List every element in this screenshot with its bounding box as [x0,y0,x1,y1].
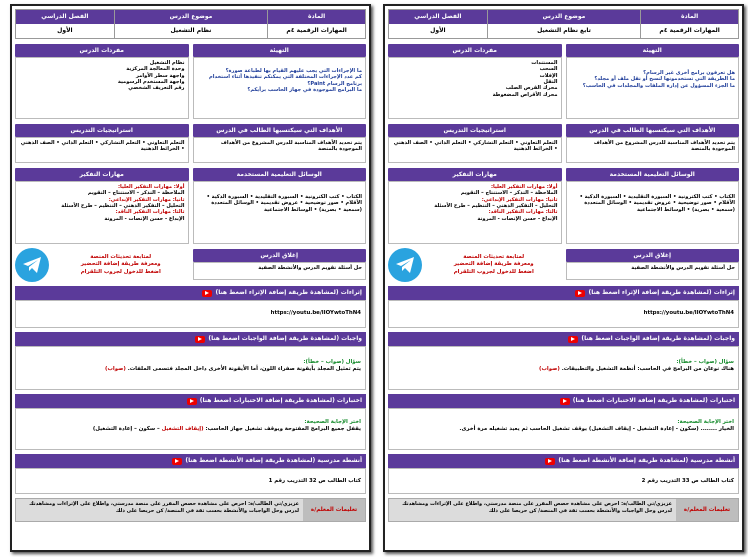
notes-text: عزيزي/تي الطالب/ة: احرص على مشاهدة حصص المقرر على منصة مدرستي، واطلاع على الإثراءات ومشاهدتك لدرس وحل الواجبات والأنشطة بحسب ثقة في المنصة/ كن حريصا على ذلك [402,501,672,514]
test-question: يقفل جميع البرامج المفتوحة ويوقف تشغيل جهاز الحاسب: (إيقاف التشغيل – سكون – إعادة التشغيل) [92,425,361,432]
intro-section [193,44,367,119]
telegram-text: ومعرفة طريقة إضافة التحضير [80,261,161,268]
test-question: الخيار ........ (سكون - إعادة التشغيل - إيقاف التشغيل) يوقف تشغيل الحاسب ثم يعيد تشغيله مرة أخرى. [459,425,734,432]
vocab-item: محرك الأقراص المضغوطة [492,91,558,98]
goals-section [566,124,740,163]
youtube-icon[interactable] [560,398,570,405]
enrichment-label: إثراءات (لمشاهدة طريقة إضافة الإثراء اضغط هنا) [215,289,362,296]
thinking-text: الملاحظة – التذكر – الاستنتاج – التقويم [87,190,185,197]
tests-label: اختبارات (لمشاهدة طريقة إضافة الاختبارات اضغط هنا) [199,397,362,404]
telegram-banner[interactable] [388,244,562,282]
header-table [388,9,739,39]
goals-text: يتم تحديد الأهداف المناسبة للدرس المشروع من الأهداف الموجودة بالمنصة [220,140,362,153]
telegram-icon[interactable] [388,248,422,282]
telegram-text: ومعرفة طريقة إضافة التحضير [453,261,534,268]
vocab-item: محرك القرص الصلب [505,85,558,92]
intro-title: التهيئة [566,44,740,57]
telegram-banner[interactable] [15,244,189,282]
thinking-heading: أولا: مهارات التفكير العليا: [490,184,558,190]
enrichment-link[interactable]: https://youtu.be/lIOYwtoThN4 [270,310,361,316]
vocab-title: مفردات الدرس [388,44,562,57]
intro-question: ما الإجراءات التي يجب عليهم القيام بها لطباعة صورة؟ [225,68,362,74]
vocab-section [15,44,189,119]
intro-section [566,44,740,119]
strategies-text: التعلم التعاوني • التعلم التشاركي • التعلم الذاتي • الصف الذهني • الخرائط الذهنية [393,140,558,153]
lesson-plan-page-right [383,4,744,552]
strategies-title: استراتيجيات التدريس [388,124,562,137]
vocab-item: المستندات [531,60,558,66]
notes-text: عزيزي/تي الطالب/ة: احرص على مشاهدة حصص المقرر على منصة مدرستي، واطلاع على الإثراءات ومشاهدتك لدرس وحل الواجبات والأنشطة بحسب ثقة في المنصة/ كن حريصا على ذلك [29,501,299,514]
subject-value: المهارات الرقمية ٤م [268,24,365,38]
intro-question: ما البرامج الموجودة في جهاز الحاسب برأيكم؟ [247,87,362,94]
homework-question: يتم تمثيل المجلد بأيقونة صفراء اللون، أما الأيقونة الأخرى داخل المجلد فتسمى الملفات. (صواب) [105,365,361,372]
topic-value: نظام التشغيل [115,24,268,38]
tests-bar[interactable] [388,394,739,408]
homework-question: هناك نوعان من البرامج في الحاسب: أنظمة التشغيل والتطبيقات. (صواب) [539,365,734,372]
telegram-text: اضغط للدخول لجروب التلقرام [453,268,534,275]
subject-label: المادة [641,10,738,24]
subject-label: المادة [268,10,365,24]
thinking-text: التحليل – التفكير الذهني – التنظيم – طرح الأسئلة [434,203,558,210]
vocab-section [388,44,562,119]
youtube-icon[interactable] [545,458,555,465]
activity-text: كتاب الطالب ص 33 التدريب رقم 2 [641,478,734,484]
notes-label: تعليمات المعلم/ة [676,499,738,521]
youtube-icon[interactable] [172,458,182,465]
semester-value: الأول [16,24,114,38]
thinking-text: التحليل – التفكير الذهني – التنظيم – طرح الأسئلة [61,203,185,210]
intro-title: التهيئة [193,44,367,57]
closing-title: إغلاق الدرس [193,249,367,262]
homework-label: واجبات (لمشاهدة طريقة إضافة الواجبات اضغط هنا) [208,335,362,342]
notes-label: تعليمات المعلم/ة [303,499,365,521]
youtube-icon[interactable] [187,398,197,405]
closing-title: إغلاق الدرس [566,249,740,262]
enrichment-bar[interactable] [388,286,739,300]
activities-label: أنشطة مدرسية (لمشاهدة طريقة إضافة الأنشطة اضغط هنا) [185,457,362,464]
vocab-item: نظام التشغيل [149,60,185,66]
youtube-icon[interactable] [568,336,578,343]
enrichment-link[interactable]: https://youtu.be/lIOYwtoThN4 [643,310,734,316]
aids-title: الوسائل التعليمية المستخدمة [566,168,740,181]
lesson-plan-page-left [10,4,371,552]
test-question-type: اختر الإجابة الصحيحة: [677,419,734,425]
telegram-text: اضغط للدخول لجروب التلقرام [80,268,161,275]
vocab-item: واجهة سطر الأوامر [136,72,185,79]
tests-label: اختبارات (لمشاهدة طريقة إضافة الاختبارات اضغط هنا) [572,397,735,404]
strategies-title: استراتيجيات التدريس [15,124,189,137]
youtube-icon[interactable] [575,290,585,297]
telegram-icon[interactable] [15,248,49,282]
goals-section [193,124,367,163]
thinking-section [15,168,189,282]
intro-question: هل تعرفون برامج أخرى غير الرسام؟ [643,70,735,76]
tests-bar[interactable] [15,394,366,408]
header-table [15,9,366,39]
intro-question: كم عدد الإجراءات المختلفة التي يمكنكم تنفيذها أثناء استخدام برنامج الرسام Paint؟ [209,74,362,87]
thinking-title: مهارات التفكير [15,168,189,181]
thinking-heading: ثالثا: مهارات التفكير الناقد: [488,209,558,216]
semester-label: الفصل الدراسي [389,10,487,24]
thinking-text: الإبداع - حسن الإنصات - المرونة [104,215,185,222]
thinking-title: مهارات التفكير [388,168,562,181]
teacher-notes [15,498,366,522]
homework-question-type: سؤال (صواب – خطأ): [303,359,361,365]
enrichment-label: إثراءات (لمشاهدة طريقة إضافة الإثراء اضغط هنا) [588,289,735,296]
youtube-icon[interactable] [202,290,212,297]
topic-label: موضوع الدرس [115,10,268,24]
vocab-item: رقم التعريف الشخصي [128,85,185,92]
homework-label: واجبات (لمشاهدة طريقة إضافة الواجبات اضغط هنا) [581,335,735,342]
aids-section [193,168,367,282]
telegram-text: لمتابعة تحديثات المنصة [90,254,152,261]
vocab-title: مفردات الدرس [15,44,189,57]
goals-title: الأهداف التي سيكتسبها الطالب في الدرس [566,124,740,137]
aids-text: الكتاب • كتب الكترونية • السبورة التقليدية • السبورة الذكية • الأقلام • صور توضيحية • عروض تقديمية • الوسائل المتعددة (سمعية • بصرية) • الوسائط الاجتماعية [206,194,362,213]
closing-text: حل أسئلة تقويم الدرس والأنشطة الصفية [631,265,735,271]
goals-text: يتم تحديد الأهداف المناسبة للدرس المشروع من الأهداف الموجودة بالمنصة [593,140,735,153]
thinking-section [388,168,562,282]
activity-text: كتاب الطالب ص 32 التدريب رقم 1 [268,478,361,484]
teacher-notes [388,498,739,522]
aids-text: الكتاب • كتب الكترونية • السبورة التقليدية • السبورة الذكية • الأقلام • صور توضيحية • عروض تقديمية • الوسائل المتعددة (سمعية • بصرية) • الوسائط الاجتماعية [579,194,735,213]
thinking-heading: ثالثا: مهارات التفكير الناقد: [115,209,185,216]
vocab-item: وحدة المعالجة المركزية [126,66,185,73]
topic-label: موضوع الدرس [488,10,641,24]
thinking-heading: أولا: مهارات التفكير العليا: [117,184,185,190]
vocab-item: السحب [539,66,558,73]
homework-bar[interactable] [388,332,739,346]
thinking-text: الملاحظة – التذكر – الاستنتاج – التقويم [460,190,558,197]
vocab-item: الإفلات [539,72,558,79]
semester-label: الفصل الدراسي [16,10,114,24]
activities-label: أنشطة مدرسية (لمشاهدة طريقة إضافة الأنشطة اضغط هنا) [558,457,735,464]
youtube-icon[interactable] [195,336,205,343]
thinking-text: الإبداع - حسن الإنصات - المرونة [477,215,558,222]
activities-bar[interactable] [15,454,366,468]
test-question-type: اختر الإجابة الصحيحة: [304,419,361,425]
homework-question-type: سؤال (صواب – خطأ): [676,359,734,365]
vocab-item: واجهة المستخدم الرسومية [117,79,185,86]
telegram-text: لمتابعة تحديثات المنصة [463,254,525,261]
aids-section [566,168,740,282]
thinking-heading: ثانيا: مهارات التفكير الإبداعي: [481,196,558,203]
strategies-section [15,124,189,163]
strategies-section [388,124,562,163]
thinking-heading: ثانيا: مهارات التفكير الإبداعي: [108,196,185,203]
vocab-item: النقل [543,79,558,86]
enrichment-bar[interactable] [15,286,366,300]
activities-bar[interactable] [388,454,739,468]
topic-value: تابع نظام التشغيل [488,24,641,38]
closing-text: حل أسئلة تقويم الدرس والأنشطة الصفية [258,265,362,271]
intro-question: ما الطريقة التي تستخدمونها لنسخ أو نقل ملف أو مجلد؟ [594,76,735,83]
homework-bar[interactable] [15,332,366,346]
subject-value: المهارات الرقمية ٤م [641,24,738,38]
strategies-text: التعلم التعاوني • التعلم التشاركي • التعلم الذاتي • الصف الذهني • الخرائط الذهنية [20,140,185,153]
goals-title: الأهداف التي سيكتسبها الطالب في الدرس [193,124,367,137]
semester-value: الأول [389,24,487,38]
aids-title: الوسائل التعليمية المستخدمة [193,168,367,181]
intro-question: ما الجزء المسؤول عن إدارة الملفات والمجلدات في الحاسب؟ [582,82,735,89]
